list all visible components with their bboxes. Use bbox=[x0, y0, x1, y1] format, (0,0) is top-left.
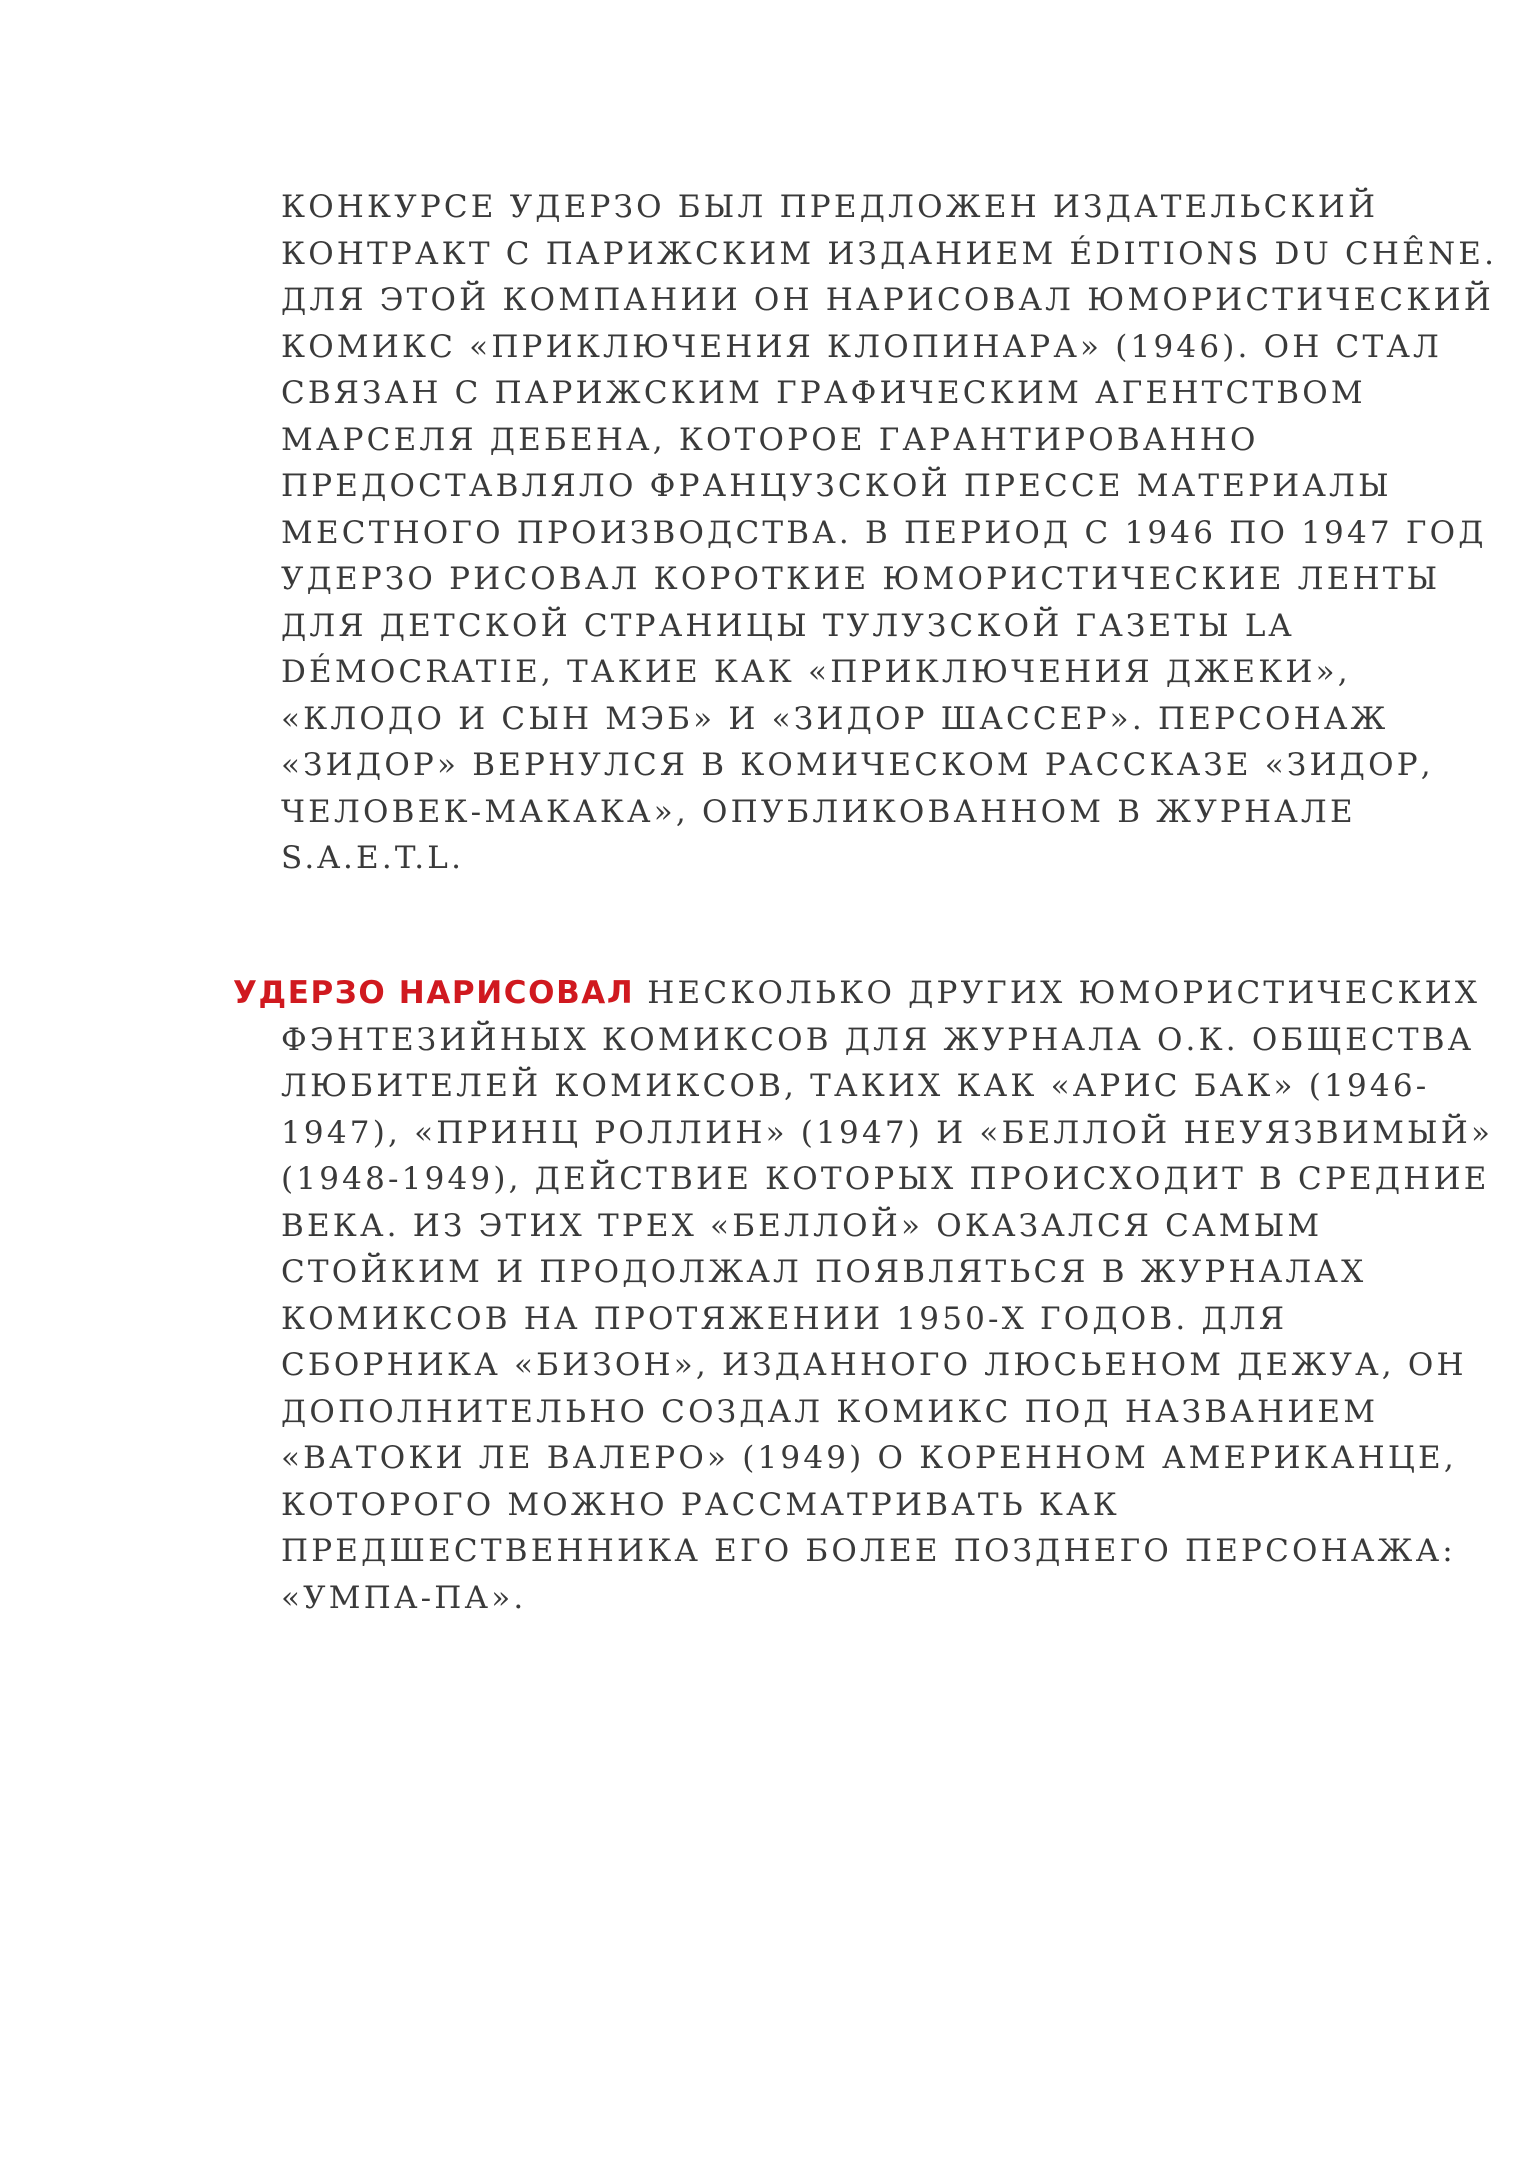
text-line: ДЛЯ ДЕТСКОЙ СТРАНИЦЫ ТУЛУЗСКОЙ ГАЗЕТЫ LA bbox=[281, 607, 1295, 644]
text-line: «УМПА-ПА». bbox=[281, 1579, 527, 1616]
text-line: МАРСЕЛЯ ДЕБЕНА, КОТОРОЕ ГАРАНТИРОВАННО bbox=[281, 421, 1259, 458]
text-line: ЛЮБИТЕЛЕЙ КОМИКСОВ, ТАКИХ КАК «АРИС БАК» (1946- bbox=[281, 1068, 1430, 1104]
text-line: ПРЕДШЕСТВЕННИКА ЕГО БОЛЕЕ ПОЗДНЕГО ПЕРСОНАЖА: bbox=[281, 1533, 1456, 1569]
text-line: ФЭНТЕЗИЙНЫХ КОМИКСОВ ДЛЯ ЖУРНАЛА О.К. ОБЩЕСТВА bbox=[281, 1021, 1475, 1058]
text-line: 1947), «ПРИНЦ РОЛЛИН» (1947) И «БЕЛЛОЙ НЕУЯЗВИМЫЙ» bbox=[281, 1114, 1494, 1151]
text-line: «КЛОДО И СЫН МЭБ» И «ЗИДОР ШАССЕР». ПЕРСОНАЖ bbox=[281, 700, 1389, 737]
text-line: «ВАТОКИ ЛЕ ВАЛЕРО» (1949) О КОРЕННОМ АМЕРИКАНЦЕ, bbox=[281, 1440, 1457, 1476]
text-line: СТОЙКИМ И ПРОДОЛЖАЛ ПОЯВЛЯТЬСЯ В ЖУРНАЛАХ bbox=[281, 1254, 1367, 1290]
text-line: УДЕРЗО РИСОВАЛ КОРОТКИЕ ЮМОРИСТИЧЕСКИЕ ЛЕНТЫ bbox=[281, 561, 1441, 597]
text-line: КОМИКС «ПРИКЛЮЧЕНИЯ КЛОПИНАРА» (1946). ОН СТАЛ bbox=[281, 328, 1443, 365]
paragraph-uderzo-drew bbox=[233, 970, 1493, 1621]
text-line: СВЯЗАН С ПАРИЖСКИМ ГРАФИЧЕСКИМ АГЕНТСТВОМ bbox=[281, 375, 1366, 411]
text-line: ЧЕЛОВЕК-МАКАКА», ОПУБЛИКОВАННОМ В ЖУРНАЛЕ bbox=[281, 793, 1356, 830]
text-line: СБОРНИКА «БИЗОН», ИЗДАННОГО ЛЮСЬЕНОМ ДЕЖУА, ОН bbox=[281, 1347, 1467, 1383]
text-line: ПРЕДОСТАВЛЯЛО ФРАНЦУЗСКОЙ ПРЕССЕ МАТЕРИАЛЫ bbox=[281, 468, 1392, 504]
text-line-first bbox=[233, 970, 1493, 1017]
first-line-rest: НЕСКОЛЬКО ДРУГИХ ЮМОРИСТИЧЕСКИХ bbox=[634, 975, 1481, 1011]
text-line: DÉMOCRATIE, ТАКИЕ КАК «ПРИКЛЮЧЕНИЯ ДЖЕКИ», bbox=[281, 654, 1351, 690]
paragraph-continued bbox=[281, 184, 1497, 882]
text-line: ВЕКА. ИЗ ЭТИХ ТРЕХ «БЕЛЛОЙ» ОКАЗАЛСЯ САМЫМ bbox=[281, 1207, 1323, 1244]
text-line: КОНТРАКТ С ПАРИЖСКИМ ИЗДАНИЕМ ÉDITIONS DU CHÊNE. bbox=[281, 235, 1498, 272]
text-line: КОНКУРСЕ УДЕРЗО БЫЛ ПРЕДЛОЖЕН ИЗДАТЕЛЬСКИЙ bbox=[281, 189, 1379, 225]
text-line: ДОПОЛНИТЕЛЬНО СОЗДАЛ КОМИКС ПОД НАЗВАНИЕМ bbox=[281, 1393, 1379, 1430]
text-line: МЕСТНОГО ПРОИЗВОДСТВА. В ПЕРИОД С 1946 ПО 1947 ГОД bbox=[281, 514, 1487, 551]
text-line: S.A.E.T.L. bbox=[281, 840, 465, 876]
text-line: «ЗИДОР» ВЕРНУЛСЯ В КОМИЧЕСКОМ РАССКАЗЕ «ЗИДОР, bbox=[281, 747, 1434, 783]
text-line: ДЛЯ ЭТОЙ КОМПАНИИ ОН НАРИСОВАЛ ЮМОРИСТИЧЕСКИЙ bbox=[281, 282, 1494, 318]
lead-in-highlight: УДЕРЗО НАРИСОВАЛ bbox=[233, 975, 635, 1011]
text-line: КОТОРОГО МОЖНО РАССМАТРИВАТЬ КАК bbox=[281, 1486, 1120, 1523]
text-line: (1948-1949), ДЕЙСТВИЕ КОТОРЫХ ПРОИСХОДИТ В СРЕДНИЕ bbox=[281, 1161, 1490, 1197]
text-line: КОМИКСОВ НА ПРОТЯЖЕНИИ 1950-Х ГОДОВ. ДЛЯ bbox=[281, 1300, 1288, 1337]
